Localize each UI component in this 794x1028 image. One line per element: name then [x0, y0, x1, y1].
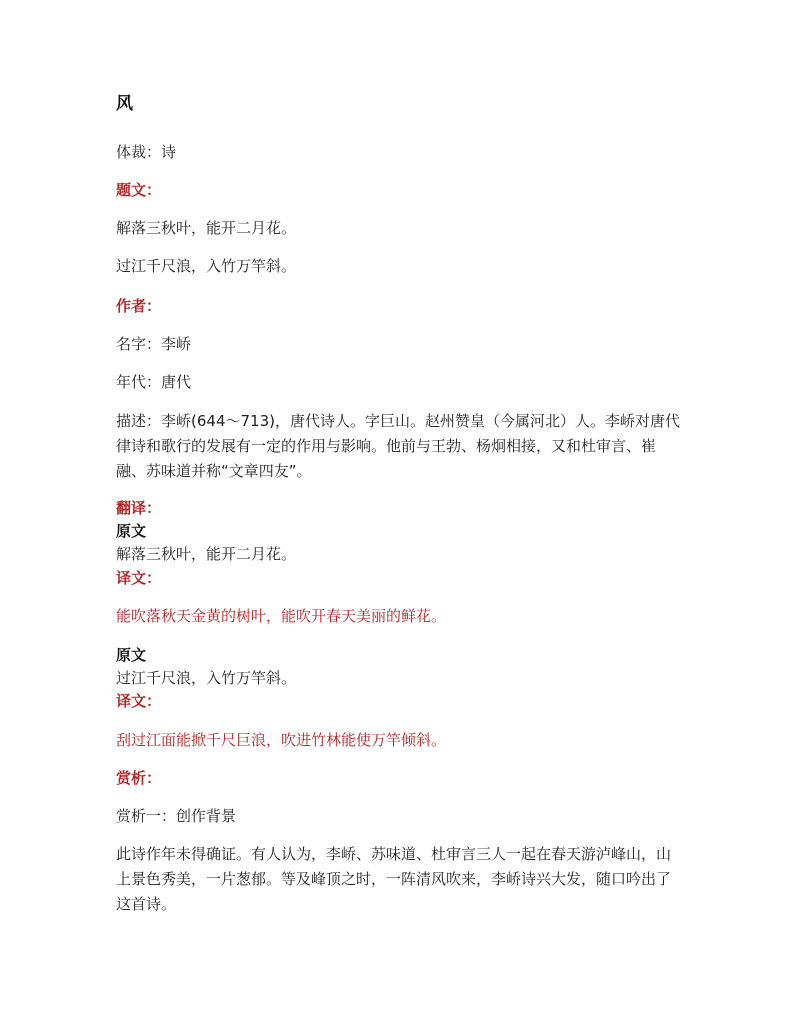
- appreciation-section-label: 赏析：: [116, 769, 162, 787]
- genre-value: 诗: [161, 143, 177, 161]
- translation-text-1: 能吹落秋天金黄的树叶，能吹开春天美丽的鲜花。: [116, 607, 447, 625]
- appreciation-body: 此诗作年未得确证。有人认为，李峤、苏味道、杜审言三人一起在春天游泸峰山，山上景色秀美，一片葱郁。等及峰顶之时，一阵清风吹来，李峤诗兴大发，随口吟出了这首诗。: [116, 845, 672, 913]
- genre-label: 体裁：: [116, 143, 162, 161]
- author-era: 年代：唐代: [116, 373, 192, 391]
- original-label-2: 原文: [116, 646, 147, 664]
- original-text-2: 过江千尺浪，入竹万竿斜。: [116, 669, 297, 687]
- poem-title: 风: [116, 94, 133, 114]
- original-label-1: 原文: [116, 522, 147, 540]
- text-section-label: 题文：: [116, 181, 162, 199]
- author-description: 描述：李峤(644～713)，唐代诗人。字巨山。赵州赞皇（今属河北）人。李峤对唐代律诗和歌行的发展有一定的作用与影响。他前与王勃、杨炯相接，又和杜审言、崔融、苏味道并称“文章四友”。: [116, 412, 680, 480]
- translation-label-1: 译文：: [116, 569, 162, 587]
- translation-text-2: 刮过江面能掀千尺巨浪，吹进竹林能使万竿倾斜。: [116, 731, 447, 749]
- appreciation-subtitle: 赏析一：创作背景: [116, 807, 237, 825]
- poem-line-2: 过江千尺浪，入竹万竿斜。: [116, 257, 297, 275]
- genre-line: [116, 142, 682, 162]
- translation-section-label: 翻译：: [116, 499, 162, 517]
- author-section-label: 作者：: [116, 297, 162, 315]
- author-name: 名字：李峤: [116, 335, 192, 353]
- poem-line-1: 解落三秋叶，能开二月花。: [116, 219, 297, 237]
- translation-label-2: 译文：: [116, 692, 162, 710]
- original-text-1: 解落三秋叶，能开二月花。: [116, 545, 297, 563]
